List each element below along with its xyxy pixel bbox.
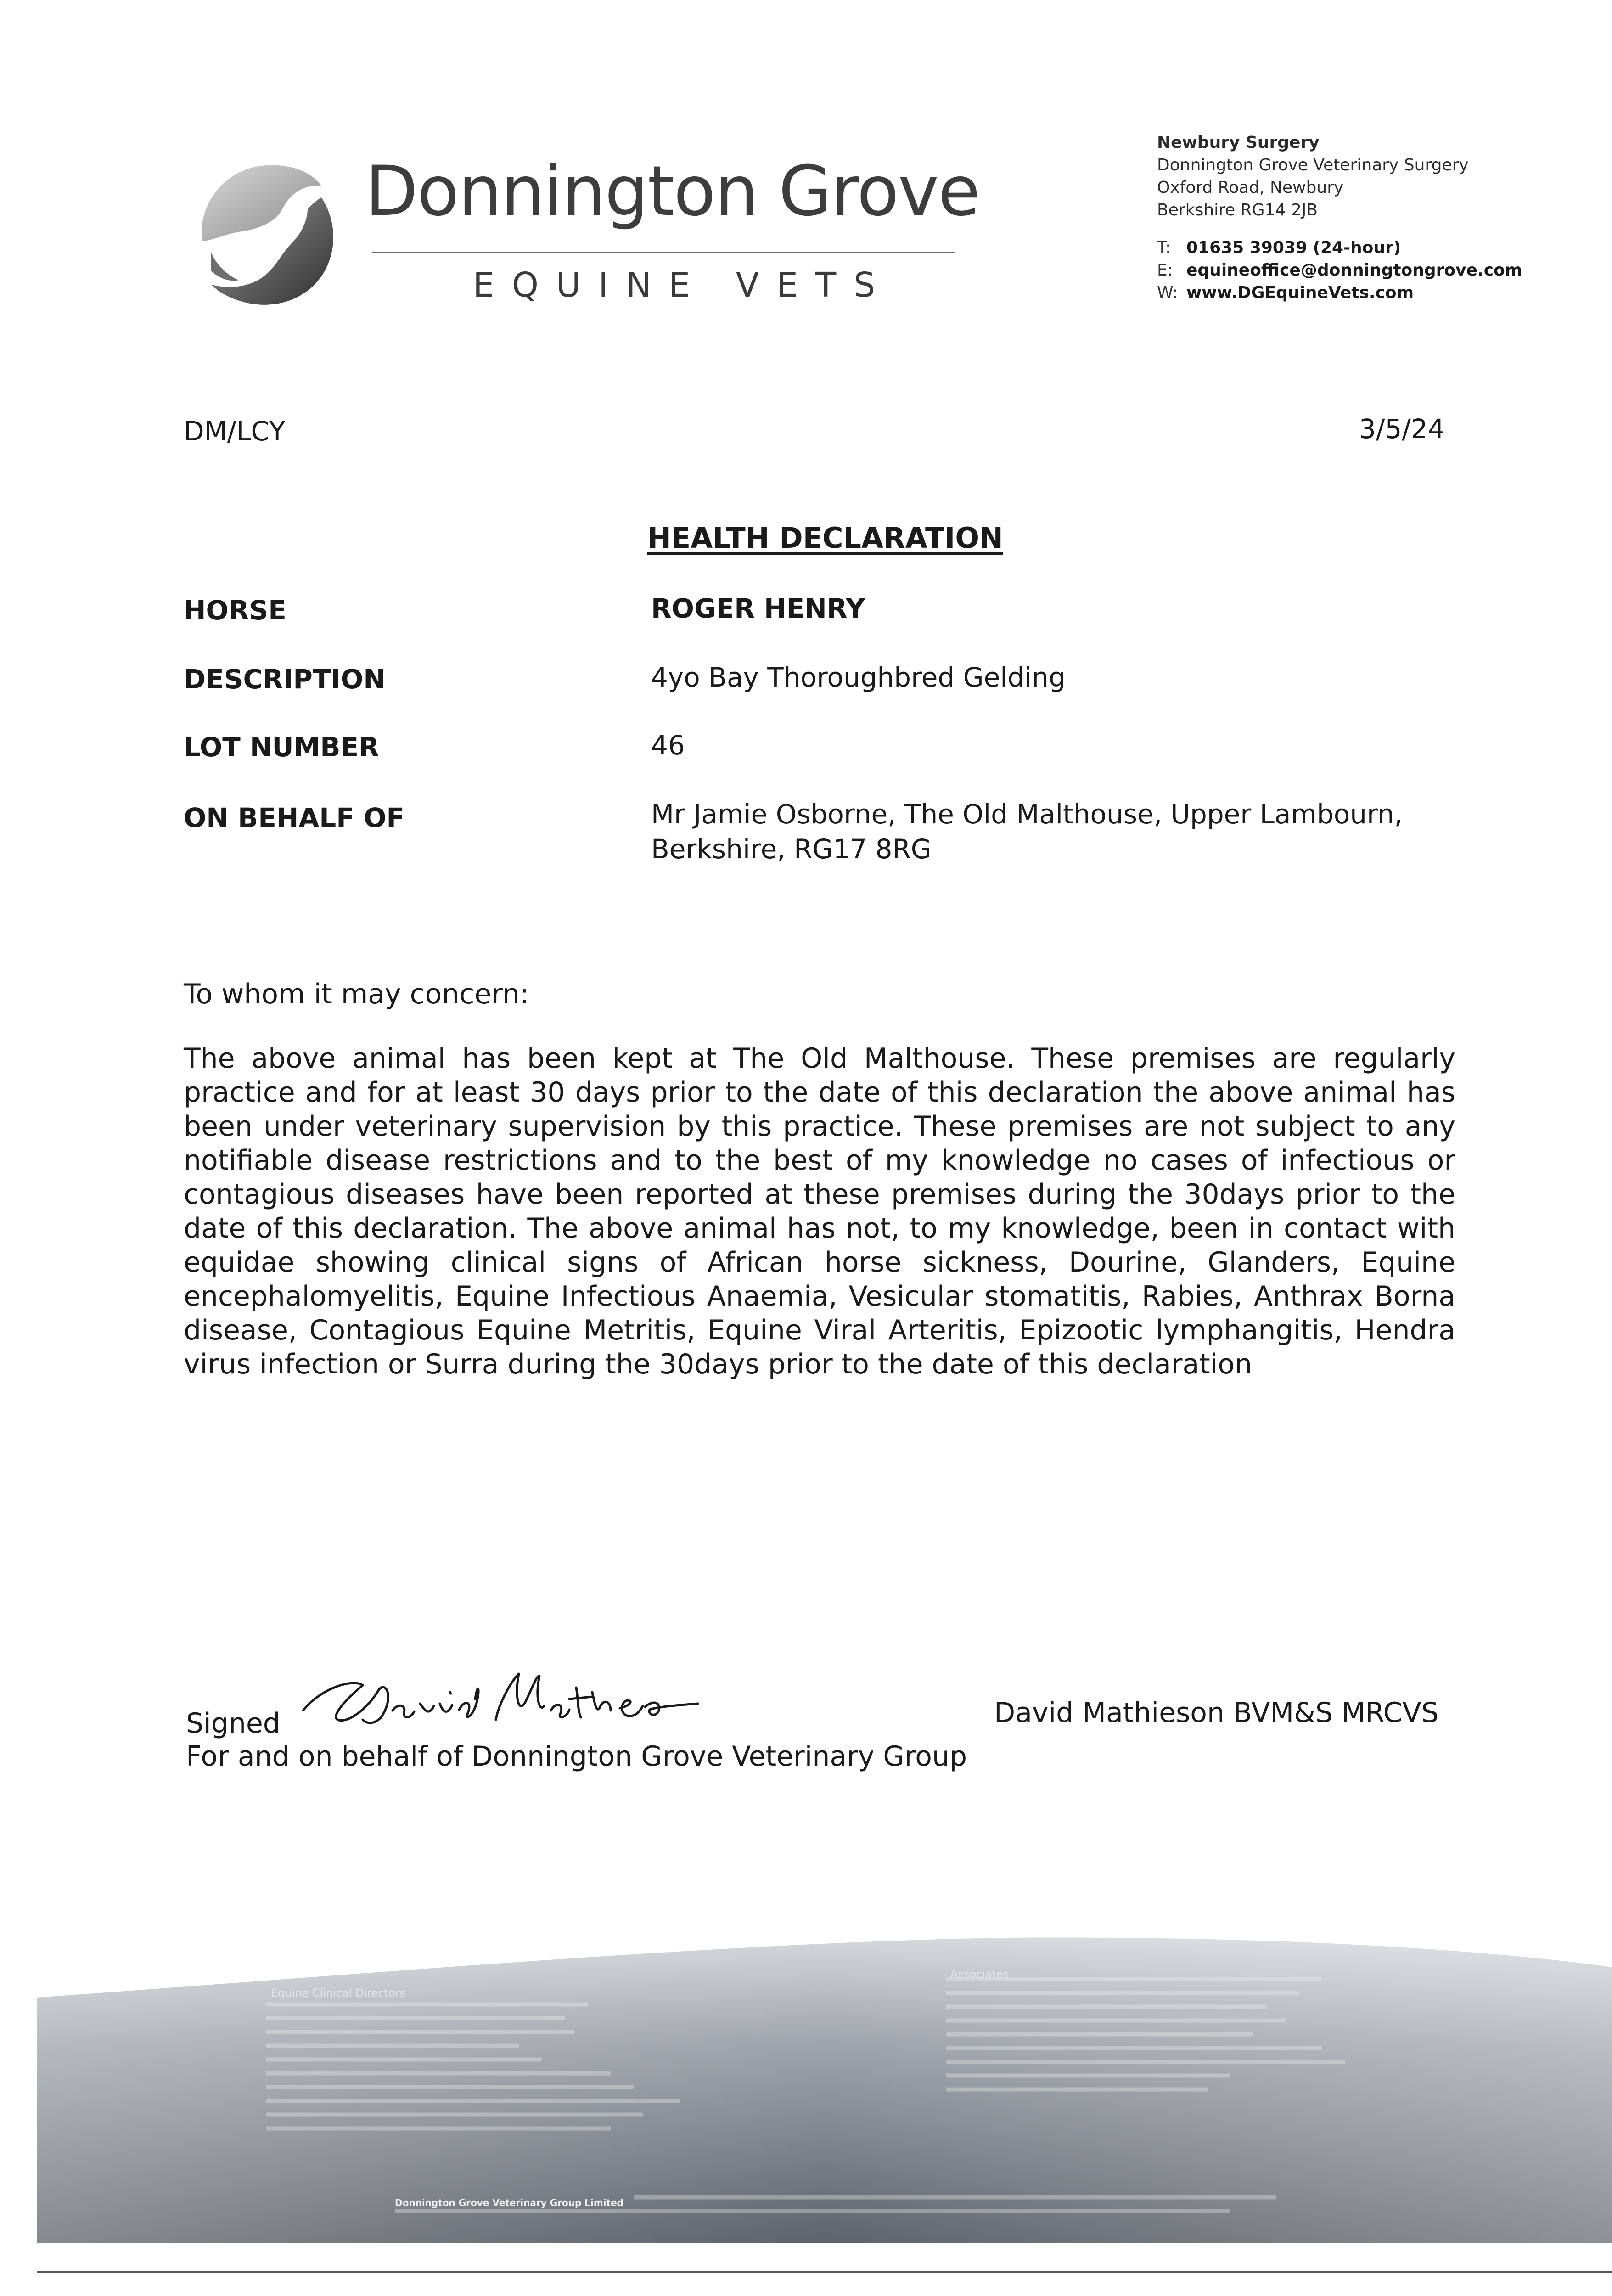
field-value-description: 4yo Bay Thoroughbred Gelding <box>651 662 1066 693</box>
footer-band <box>37 1924 1612 2243</box>
footer-directors-heading: Equine Clinical Directors <box>271 1986 405 1999</box>
contact-block <box>1157 236 1522 304</box>
brand-divider <box>372 252 955 253</box>
brand-name: Donnington Grove <box>365 152 980 231</box>
web-label: W: <box>1157 283 1178 302</box>
field-label-horse: HORSE <box>184 595 286 626</box>
salutation: To whom it may concern: <box>184 978 529 1010</box>
phone-number: 01635 39039 (24-hour) <box>1186 238 1401 257</box>
field-value-lot-number: 46 <box>651 730 685 761</box>
on-behalf-statement: For and on behalf of Donnington Grove Veterinary Group <box>186 1740 967 1773</box>
footer-associates-heading: Associates <box>950 1968 1009 1981</box>
surgery-name: Newbury Surgery <box>1157 133 1320 152</box>
website: www.DGEquineVets.com <box>1186 283 1414 302</box>
field-value-on-behalf-of <box>651 797 1403 867</box>
logo-icon <box>184 154 349 319</box>
surgery-address <box>1157 131 1469 221</box>
declaration-body: The above animal has been kept at The Old Malthouse. These premises are regularly practice and for at least 30 days prior to the date of this declaration the above animal has been under veterinary supervision by this practice. These premises are not subject to any notifiable disease restrictions and to the best of my knowledge no cases of infectious or contagious diseases have been reported at these premises during the 30days prior to the date of this declaration. The above animal has not, to my knowledge, been in contact with equidae showing clinical signs of African horse sickness, Dourine, Glanders, Equine encephalomyelitis, Equine Infectious Anaemia, Vesicular stomatitis, Rabies, Anthrax Borna disease, Contagious Equine Metritis, Equine Viral Arteritis, Epizootic lymphangitis, Hendra virus infection or Surra during the 30days prior to the date of this declaration <box>184 1042 1455 1380</box>
on-behalf-line: Mr Jamie Osborne, The Old Malthouse, Upper Lambourn, <box>651 799 1403 830</box>
field-label-lot-number: LOT NUMBER <box>184 732 379 763</box>
field-value-horse: ROGER HENRY <box>651 593 865 624</box>
address-line: Oxford Road, Newbury <box>1157 178 1344 197</box>
email-address: equineoffice@donningtongrove.com <box>1186 261 1522 280</box>
handwritten-signature <box>294 1655 707 1743</box>
on-behalf-line: Berkshire, RG17 8RG <box>651 833 932 865</box>
field-label-on-behalf-of: ON BEHALF OF <box>184 802 404 833</box>
address-line: Donnington Grove Veterinary Surgery <box>1157 156 1469 174</box>
field-label-description: DESCRIPTION <box>184 664 386 695</box>
letter-date: 3/5/24 <box>1359 413 1445 445</box>
signatory-name: David Mathieson BVM&S MRCVS <box>994 1697 1439 1729</box>
signed-label: Signed <box>186 1707 281 1739</box>
email-label: E: <box>1157 261 1173 280</box>
brand-subtitle: EQUINE VETS <box>473 265 893 305</box>
address-line: Berkshire RG14 2JB <box>1157 201 1318 219</box>
reference-code: DM/LCY <box>184 416 286 447</box>
footer-company-name: Donnington Grove Veterinary Group Limited <box>395 2197 623 2208</box>
footer-rule <box>37 2271 1612 2273</box>
phone-label: T: <box>1157 238 1171 257</box>
document-title: HEALTH DECLARATION <box>647 521 1003 555</box>
